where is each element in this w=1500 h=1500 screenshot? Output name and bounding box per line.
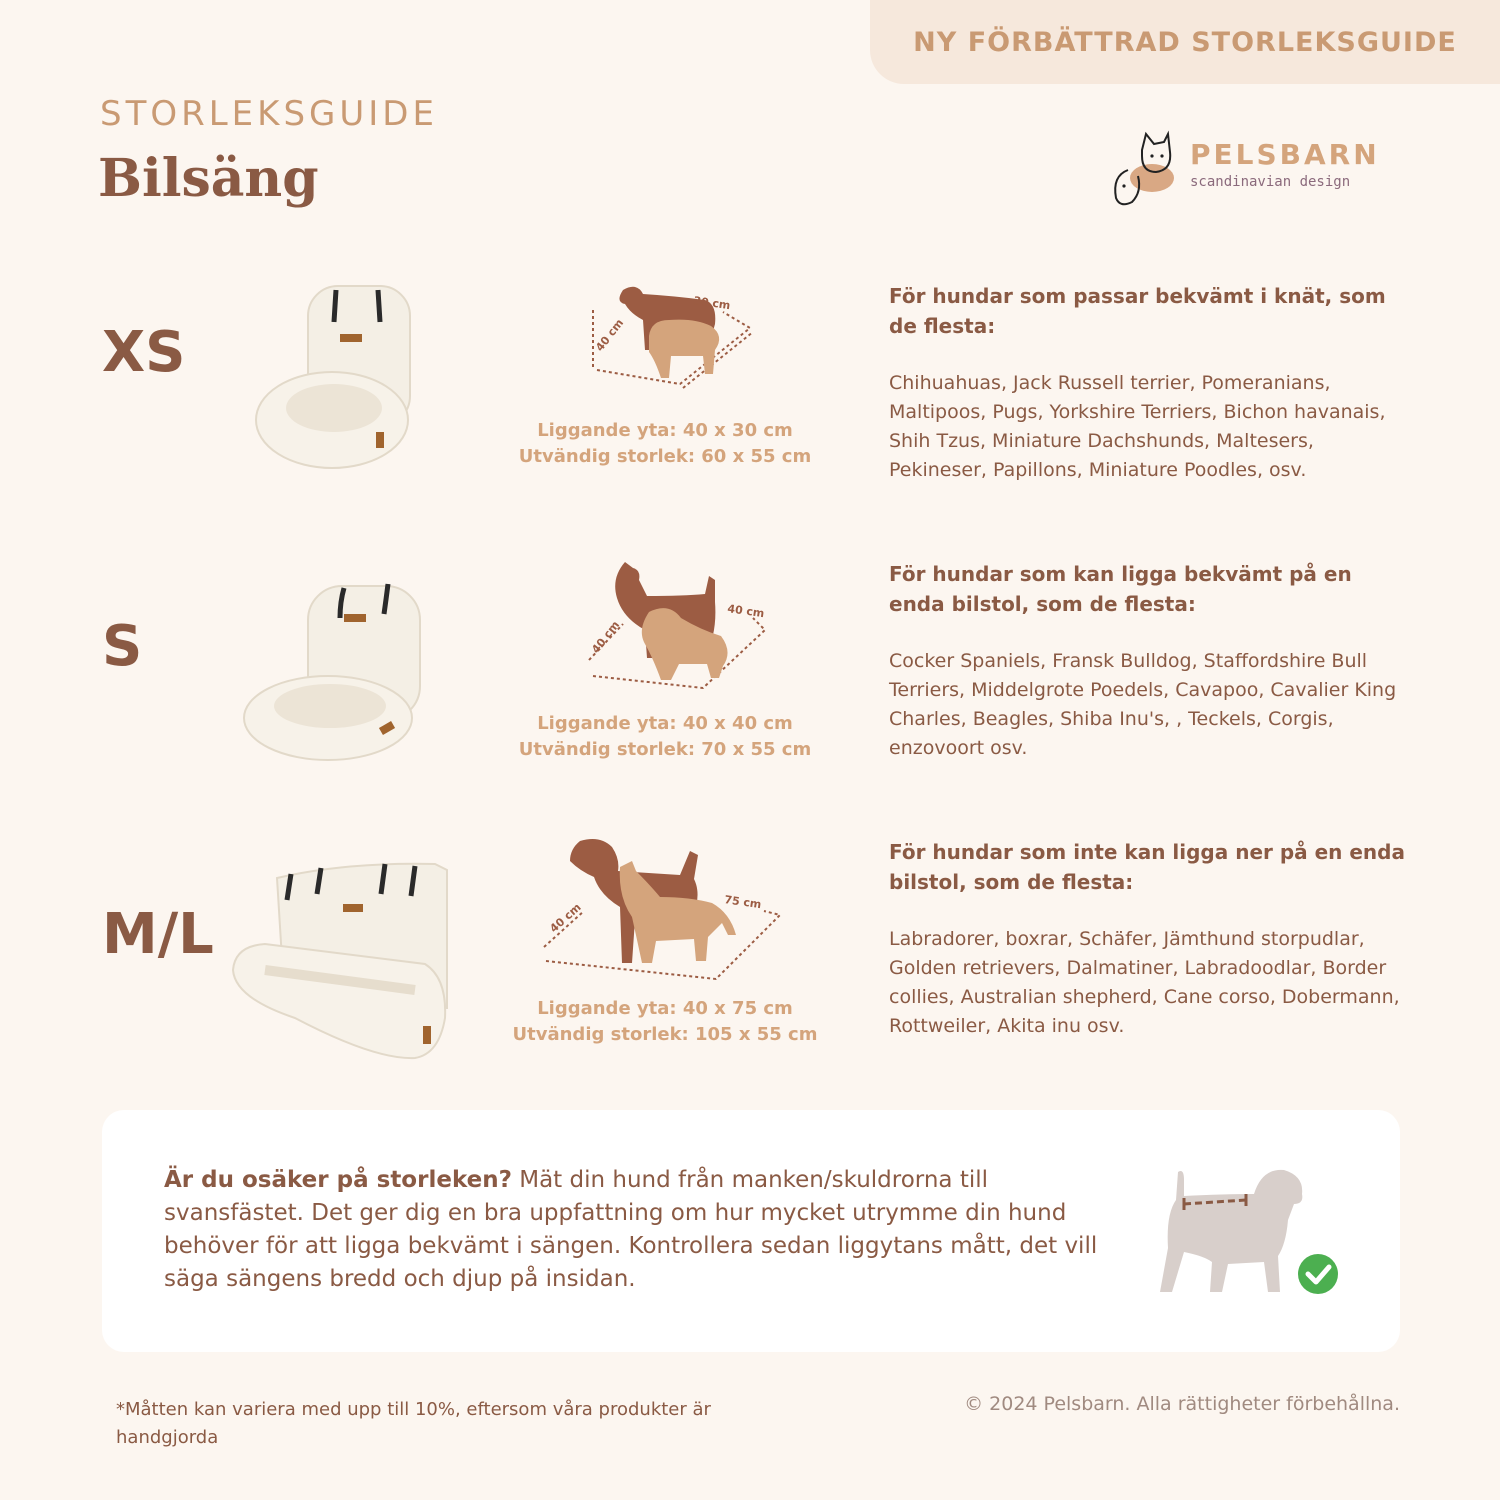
lead-xs: För hundar som passar bekvämt i knät, som de flesta: — [889, 284, 1386, 338]
lead-ml: För hundar som inte kan ligga ner på en enda bilstol, som de flesta: — [889, 840, 1405, 894]
lying-area-s: Liggande yta: 40 x 40 cm — [537, 713, 793, 734]
breeds-xs: Chihuahuas, Jack Russell terrier, Pomeranians, Maltipoos, Pugs, Yorkshire Terriers, Bichon havanais, Shih Tzus, Miniature Dachshunds, Maltesers, Pekineser, Papillons, Miniature Poodles, osv. — [889, 372, 1386, 481]
dim-xs-width: 30 cm — [692, 294, 732, 313]
cat-dog-logo-icon — [1108, 126, 1188, 212]
dim-s-depth: 40 cm — [589, 618, 623, 656]
breeds-ml: Labradorer, boxrar, Schäfer, Jämthund storpudlar, Golden retrievers, Dalmatiner, Labradoodlar, Border collies, Australian shepherd, Cane corso, Dobermann, Rottweiler, Akita inu osv. — [889, 928, 1400, 1037]
dogs-s-illustration — [583, 558, 773, 693]
dim-xs-depth: 40 cm — [593, 316, 627, 354]
size-label-xs: XS — [102, 320, 186, 385]
dogs-xs-illustration — [585, 280, 765, 395]
desc-xs — [889, 281, 1409, 485]
spec-xs — [505, 418, 825, 470]
logo-tagline: scandinavian design — [1190, 174, 1351, 190]
spec-ml — [505, 996, 825, 1048]
desc-s — [889, 559, 1409, 763]
size-label-ml: M/L — [102, 902, 214, 967]
lying-area-xs: Liggande yta: 40 x 30 cm — [537, 420, 793, 441]
measure-dog-icon — [1154, 1164, 1344, 1299]
logo-wordmark: PELSBARN — [1190, 138, 1380, 171]
badge-text: NY FÖRBÄTTRAD STORLEKSGUIDE — [913, 26, 1457, 58]
info-body: Mät din hund från manken/skuldrorna till svansfästet. Det ger dig en bra uppfattning om hur mycket utrymme din hund behöver för att ligga bekvämt i sängen. Kontrollera sedan liggytans mått, det vill säga sängens bredd och djup på insidan. — [164, 1167, 1098, 1292]
spec-s — [505, 711, 825, 763]
outer-size-s: Utvändig storlek: 70 x 55 cm — [518, 739, 812, 760]
bed-ml-image — [225, 858, 455, 1064]
dim-ml-width: 75 cm — [723, 893, 763, 912]
outer-size-xs: Utvändig storlek: 60 x 55 cm — [518, 446, 812, 467]
footnote: *Måtten kan variera med upp till 10%, eftersom våra produkter är handgjorda — [116, 1399, 711, 1448]
dogs-ml-illustration — [540, 835, 790, 985]
desc-ml — [889, 837, 1409, 1041]
bed-xs-image — [250, 282, 420, 474]
bed-s-image — [240, 578, 425, 764]
info-card — [102, 1110, 1400, 1352]
page-title: Bilsäng — [98, 148, 319, 209]
copyright: © 2024 Pelsbarn. Alla rättigheter förbehållna. — [964, 1393, 1400, 1415]
outer-size-ml: Utvändig storlek: 105 x 55 cm — [512, 1024, 818, 1045]
brand-logo — [1108, 126, 1408, 212]
info-text — [164, 1164, 1124, 1296]
breeds-s: Cocker Spaniels, Fransk Bulldog, Staffordshire Bull Terriers, Middelgrote Poedels, Cavapoo, Cavalier King Charles, Beagles, Shiba Inu's, , Teckels, Corgis, enzovoort osv. — [889, 650, 1397, 759]
dim-s-width: 40 cm — [726, 602, 766, 621]
lead-s: För hundar som kan ligga bekvämt på en enda bilstol, som de flesta: — [889, 562, 1352, 616]
info-question: Är du osäker på storleken? — [164, 1167, 512, 1193]
page-kicker: STORLEKSGUIDE — [100, 94, 438, 134]
size-label-s: S — [102, 614, 143, 679]
corner-badge — [870, 0, 1500, 84]
dim-ml-depth: 40 cm — [547, 900, 584, 936]
lying-area-ml: Liggande yta: 40 x 75 cm — [537, 998, 793, 1019]
